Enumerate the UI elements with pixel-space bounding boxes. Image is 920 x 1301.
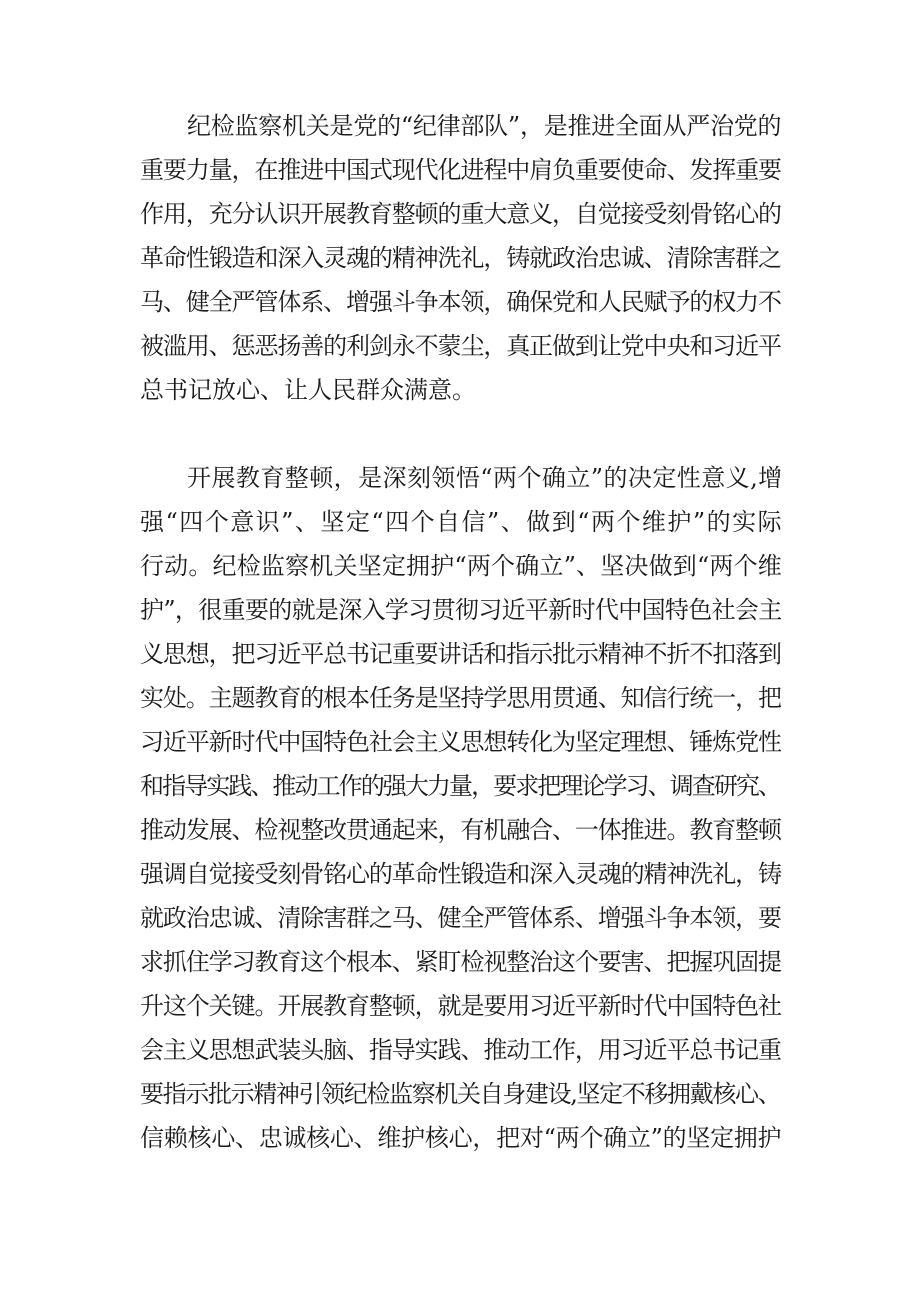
paragraph-2-line-14: 会主义思想武装头脑、指导实践、推动工作，用习近平总书记重	[140, 1036, 781, 1064]
paragraph-1-line-3: 作用，充分认识开展教育整顿的重大意义，自觉接受刻骨铭心的	[140, 200, 781, 228]
paragraph-2-line-2: 强“四个意识”、坚定“四个自信”、做到“两个维护”的实际	[140, 508, 784, 536]
paragraph-2-line-6: 实处。主题教育的根本任务是坚持学思用贯通、知信行统一，把	[140, 684, 781, 712]
paragraph-1-line-5: 马、健全严管体系、增强斗争本领，确保党和人民赋予的权力不	[140, 288, 781, 316]
paragraph-2-line-4: 护”，很重要的就是深入学习贯彻习近平新时代中国特色社会主	[140, 596, 782, 624]
paragraph-2-line-10: 强调自觉接受刻骨铭心的革命性锻造和深入灵魂的精神洗礼，铸	[140, 860, 781, 888]
paragraph-1-line-7: 总书记放心、让人民群众满意。	[140, 376, 476, 404]
paragraph-2-line-9: 推动发展、检视整改贯通起来，有机融合、一体推进。教育整顿	[140, 816, 781, 844]
paragraph-2-line-13: 升这个关键。开展教育整顿，就是要用习近平新时代中国特色社	[140, 992, 781, 1020]
paragraph-2-line-8: 和指导实践、推动工作的强大力量，要求把理论学习、调查研究、	[140, 772, 781, 800]
paragraph-2-line-5: 义思想，把习近平总书记重要讲话和指示批示精神不折不扣落到	[140, 640, 781, 668]
paragraph-2-line-12: 求抓住学习教育这个根本、紧盯检视整治这个要害、把握巩固提	[140, 948, 781, 976]
paragraph-2-line-16: 信赖核心、忠诚核心、维护核心，把对“两个确立”的坚定拥护	[140, 1124, 782, 1152]
paragraph-2-line-15: 要指示批示精神引领纪检监察机关自身建设,坚定不移拥戴核心、	[140, 1080, 781, 1108]
paragraph-2-line-7: 习近平新时代中国特色社会主义思想转化为坚定理想、锤炼党性	[140, 728, 781, 756]
paragraph-1-line-1: 纪检监察机关是党的“纪律部队”，是推进全面从严治党的	[187, 112, 782, 140]
paragraph-2-line-3: 行动。纪检监察机关坚定拥护“两个确立”、坚决做到“两个维	[140, 552, 782, 580]
paragraph-1-line-6: 被滥用、惩恶扬善的利剑永不蒙尘，真正做到让党中央和习近平	[140, 332, 781, 360]
paragraph-1-line-2: 重要力量，在推进中国式现代化进程中肩负重要使命、发挥重要	[140, 156, 781, 184]
paragraph-1-line-4: 革命性锻造和深入灵魂的精神洗礼，铸就政治忠诚、清除害群之	[140, 244, 781, 272]
paragraph-2-line-1: 开展教育整顿，是深刻领悟“两个确立”的决定性意义,增	[187, 464, 783, 492]
paragraph-2-line-11: 就政治忠诚、清除害群之马、健全严管体系、增强斗争本领，要	[140, 904, 781, 932]
